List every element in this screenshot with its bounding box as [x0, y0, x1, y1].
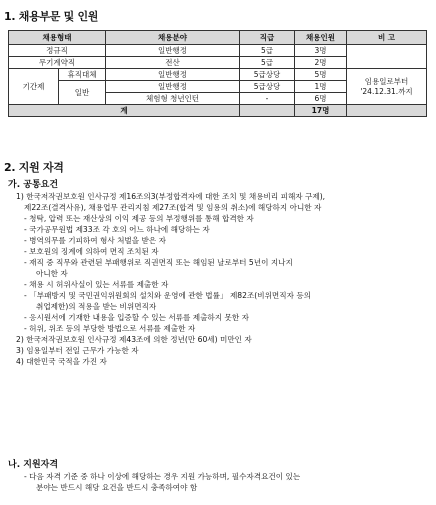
- cell-grade: 5급상당: [240, 69, 295, 81]
- list-item: - 청탁, 압력 또는 재산상의 이익 제공 등의 부정행위를 통해 합격한 자: [24, 214, 254, 223]
- cell-grade: 5급: [240, 45, 295, 57]
- cell-grade: -: [240, 93, 295, 105]
- table-header-row: [9, 31, 427, 45]
- table-total-row: [9, 105, 427, 117]
- table-row: [9, 45, 427, 57]
- list-item: 3) 임용일부터 전일 근무가 가능한 자: [16, 346, 139, 355]
- list-item: 분야는 반드시 해당 요건을 반드시 충족하여야 함: [36, 483, 198, 492]
- list-item: - 병역의무를 기피하여 형사 처벌을 받은 자: [24, 236, 166, 245]
- cell-field: 일반행정: [106, 45, 240, 57]
- cell-count: 5명: [295, 69, 347, 81]
- cell-count: 3명: [295, 45, 347, 57]
- cell-field: 체험형 청년인턴: [106, 93, 240, 105]
- cell-subtype: 일반: [59, 81, 106, 105]
- cell-field: 일반행정: [106, 81, 240, 93]
- list-item: - 다음 자격 기준 중 하나 이상에 해당하는 경우 지원 가능하며, 필수자격요건이 있는: [24, 472, 301, 481]
- list-item: - 채용 시 허위사실이 있는 서류를 제출한 자: [24, 280, 169, 289]
- cell-type: 정규직: [9, 45, 106, 57]
- list-item: - 재직 중 직무와 관련된 부패행위로 직권면직 또는 해임된 날로부터 5년이 지나지: [24, 258, 293, 267]
- section2-title: 2. 지원 자격: [4, 161, 64, 174]
- header-note: 비 고: [347, 31, 427, 45]
- section1-title: 1. 채용부문 및 인원: [4, 10, 99, 23]
- header-field: 채용분야: [106, 31, 240, 45]
- list-item: - 국가공무원법 제33조 각 호의 어느 하나에 해당하는 자: [24, 225, 210, 234]
- recruitment-table: [8, 30, 427, 117]
- subsection-a-title: 가. 공통요건: [8, 180, 59, 190]
- cell-grade: 5급상당: [240, 81, 295, 93]
- list-item: 취업제한)의 적용을 받는 비위면직자: [36, 302, 157, 311]
- table-row: [9, 69, 427, 81]
- cell-note-empty: [347, 45, 427, 69]
- cell-field: 일반행정: [106, 69, 240, 81]
- list-item: - 응시원서에 기재한 내용을 입증할 수 있는 서류를 제출하지 못한 자: [24, 313, 249, 322]
- total-empty: [240, 105, 295, 117]
- cell-type-contract: 기간제: [9, 69, 59, 105]
- list-item: - 허위, 위조 등의 부당한 방법으로 서류를 제출한 자: [24, 324, 196, 333]
- cell-count: 2명: [295, 57, 347, 69]
- eligibility-list: [16, 471, 428, 493]
- list-item: - 보호원의 징계에 의하여 면직 조치된 자: [24, 247, 159, 256]
- cell-type: 무기계약직: [9, 57, 106, 69]
- cell-note: 임용일로부터 '24.12.31.까지: [347, 69, 427, 105]
- total-count: 17명: [295, 105, 347, 117]
- cell-field: 전산: [106, 57, 240, 69]
- cell-count: 1명: [295, 81, 347, 93]
- total-label: 계: [9, 105, 240, 117]
- subsection-b-title: 나. 지원자격: [8, 460, 59, 470]
- requirements-list: [16, 191, 428, 367]
- cell-grade: 5급: [240, 57, 295, 69]
- list-item: 2) 한국저작권보호원 인사규정 제43조에 의한 정년(만 60세) 미만인 자: [16, 335, 252, 344]
- header-grade: 직급: [240, 31, 295, 45]
- list-item: 1) 한국저작권보호원 인사규정 제16조의3(부정합격자에 대한 조치 및 채용비리 피해자 구제),: [16, 192, 326, 201]
- total-note-empty: [347, 105, 427, 117]
- header-count: 채용인원: [295, 31, 347, 45]
- list-item: 제22조(결격사유), 채용업무 관리지침 제27조(합격 및 임용의 취소)에 해당하지 아니한 자: [24, 203, 322, 212]
- cell-subtype: 휴직대체: [59, 69, 106, 81]
- header-type: 채용형태: [9, 31, 106, 45]
- cell-count: 6명: [295, 93, 347, 105]
- list-item: 아니한 자: [36, 269, 68, 278]
- list-item: - 「부패방지 및 국민권익위원회의 설치와 운영에 관한 법률」 제82조(비위면직자 등의: [24, 291, 312, 300]
- list-item: 4) 대한민국 국적을 가진 자: [16, 357, 107, 366]
